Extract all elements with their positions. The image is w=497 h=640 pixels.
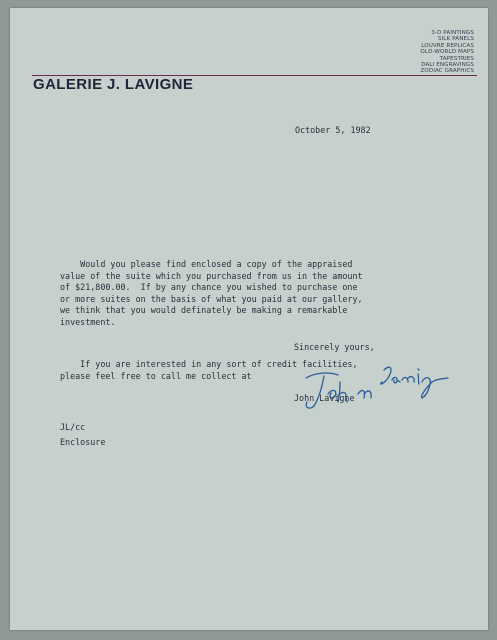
body-line: or more suites on the basis of what you paid at our gallery, (60, 293, 363, 304)
body-line: value of the suite which you purchased from us in the amount (60, 270, 363, 281)
paragraph-appraisal (60, 259, 363, 328)
letter-page (10, 8, 488, 630)
enclosure-note: Enclosure (60, 437, 106, 447)
service-item: OLD-WORLD MAPS (420, 49, 474, 56)
body-line: we think that you would definately be making a remarkable (60, 305, 348, 315)
service-item: TAPESTRIES (439, 55, 474, 62)
gallery-brand: GALERIE J. LAVIGNE (33, 76, 194, 93)
service-item: LOUVRE REPLICAS (421, 42, 474, 49)
signer-name: John Lavigne (294, 393, 355, 403)
letter-date: October 5, 1982 (295, 125, 371, 135)
body-line: Would you please find enclosed a copy of the appraised (60, 259, 353, 269)
service-item: ZODIAC GRAPHICS (420, 68, 474, 75)
body-line: If you are interested in any sort of credit facilities, (60, 359, 358, 369)
body-line: please feel free to call me collect at (60, 370, 252, 381)
body-line: investment. (60, 316, 116, 327)
typist-initials: JL/cc (60, 422, 86, 432)
services-list (420, 30, 474, 75)
service-item: SILK PANELS (437, 36, 474, 43)
service-item: 3-D PAINTINGS (431, 30, 474, 36)
service-item: DALI ENGRAVINGS (421, 62, 474, 69)
body-line: of $21,800.00. If by any chance you wished to purchase one (60, 282, 358, 292)
closing: Sincerely yours, (294, 342, 375, 352)
handwritten-signature (298, 360, 458, 412)
